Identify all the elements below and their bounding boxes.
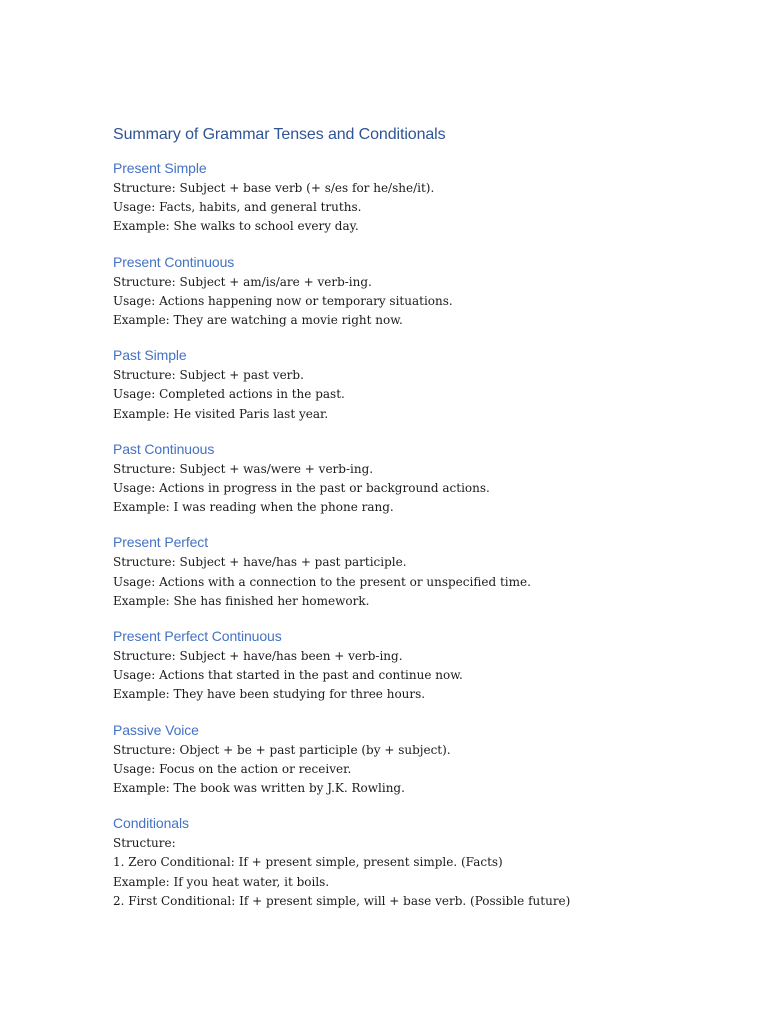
body-line: Structure: Subject + am/is/are + verb-ing. (113, 274, 372, 289)
body-line: Structure: (113, 836, 176, 851)
body-line: Example: They are watching a movie right now. (113, 313, 403, 328)
section (113, 813, 733, 911)
section (113, 439, 733, 518)
body-line: Example: She walks to school every day. (113, 219, 359, 234)
section (113, 345, 733, 424)
body-line: Usage: Facts, habits, and general truths. (113, 200, 362, 215)
body-line: Structure: Subject + past verb. (113, 368, 304, 383)
body-line: Usage: Completed actions in the past. (113, 387, 345, 402)
body-line: Structure: Subject + was/were + verb-ing. (113, 461, 374, 476)
section-heading: Present Continuous (113, 253, 235, 270)
section (113, 158, 733, 237)
page-title: Summary of Grammar Tenses and Conditionals (113, 126, 446, 143)
body-line: Example: He visited Paris last year. (113, 406, 329, 421)
body-line: Usage: Actions in progress in the past or background actions. (113, 481, 490, 496)
body-line: 2. First Conditional: If + present simple, will + base verb. (Possible future) (113, 893, 571, 908)
section-heading: Past Simple (113, 347, 187, 364)
section-heading: Conditionals (113, 815, 189, 832)
body-line: Structure: Subject + have/has + past participle. (113, 555, 407, 570)
body-line: Usage: Actions that started in the past and continue now. (113, 668, 463, 683)
body-line: Usage: Focus on the action or receiver. (113, 761, 352, 776)
sections-container (113, 158, 733, 911)
body-line: Usage: Actions happening now or temporary situations. (113, 293, 453, 308)
section-heading: Present Simple (113, 160, 207, 176)
section-heading: Past Continuous (113, 440, 215, 457)
body-line: Structure: Subject + have/has been + verb-ing. (113, 649, 403, 664)
body-line: Example: If you heat water, it boils. (113, 874, 330, 889)
body-line: Structure: Object + be + past participle (by + subject). (113, 742, 451, 757)
body-line: Example: I was reading when the phone rang. (113, 500, 394, 515)
section (113, 626, 733, 705)
body-line: Example: They have been studying for three hours. (113, 687, 426, 702)
body-line: Usage: Actions with a connection to the present or unspecified time. (113, 574, 531, 589)
document-page (113, 124, 733, 926)
section-heading: Passive Voice (113, 721, 199, 738)
body-line: Example: She has finished her homework. (113, 593, 370, 608)
body-line: 1. Zero Conditional: If + present simple, present simple. (Facts) (113, 855, 503, 870)
section (113, 720, 733, 799)
body-line: Structure: Subject + base verb (+ s/es for he/she/it). (113, 181, 435, 195)
section-heading: Present Perfect Continuous (113, 628, 282, 645)
section (113, 532, 733, 611)
body-line: Example: The book was written by J.K. Rowling. (113, 781, 405, 796)
section (113, 252, 733, 331)
section-heading: Present Perfect (113, 534, 208, 551)
